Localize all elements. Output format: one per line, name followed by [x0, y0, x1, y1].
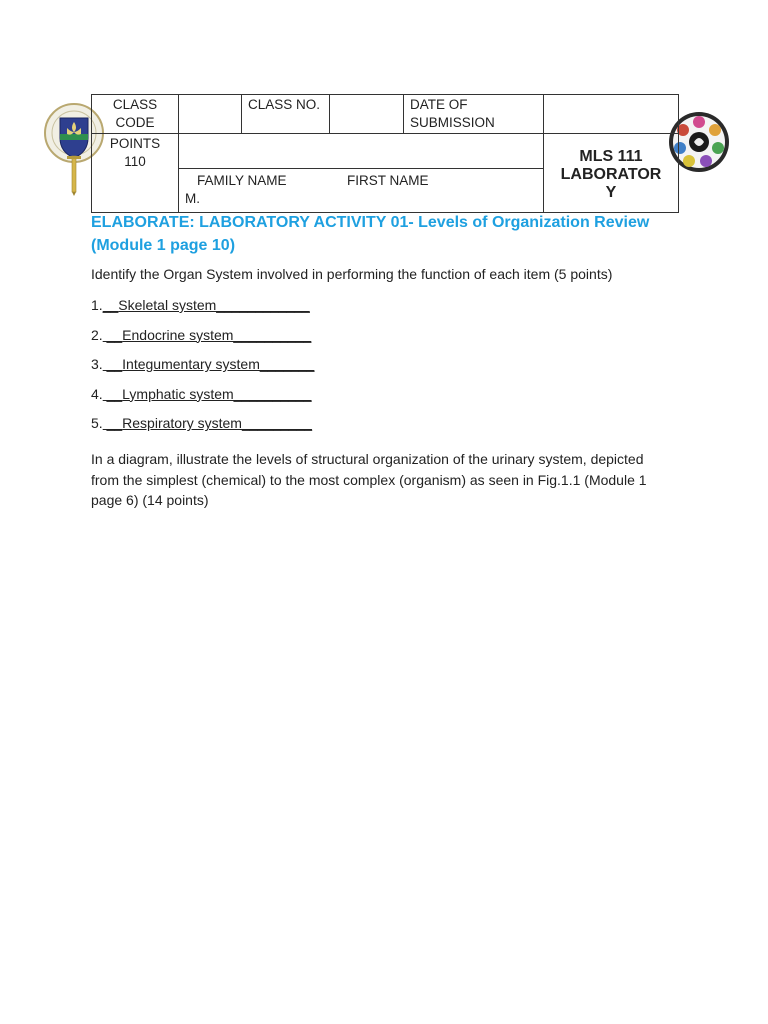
first-name-label: FIRST NAME	[347, 173, 429, 188]
class-no-label: CLASS NO.	[242, 95, 330, 134]
answer-text[interactable]: Integumentary system_______	[122, 356, 315, 373]
points-cell	[92, 134, 179, 213]
course-name-line-end: Y	[605, 183, 617, 201]
item-number: 3.	[91, 356, 103, 373]
answer-text[interactable]: Respiratory system_________	[122, 415, 313, 432]
answer-prefix: __	[102, 385, 123, 402]
points-value: 110	[124, 154, 146, 169]
class-code-value[interactable]	[179, 95, 242, 134]
item-number: 5.	[91, 415, 103, 432]
answer-list	[91, 296, 314, 444]
answer-prefix: __	[102, 415, 123, 432]
answer-text[interactable]: Skeletal system____________	[118, 297, 310, 313]
class-code-label: CLASS CODE	[92, 95, 179, 134]
instruction-text: Identify the Organ System involved in performing the function of each item (5 points)	[91, 266, 613, 282]
item-number: 4.	[91, 385, 103, 402]
list-item	[91, 296, 314, 326]
name-labels-cell	[179, 169, 544, 213]
course-code: MLS 111	[579, 147, 643, 165]
item-number: 2.	[91, 326, 103, 343]
diagram-instruction: In a diagram, illustrate the levels of structural organization of the urinary system, depicted from the simplest (chemical) to the most complex (organism) as seen in Fig.1.1 (Module 1 page 6) (14 points)	[91, 451, 647, 508]
list-item	[91, 326, 314, 356]
date-of-submission-value[interactable]	[544, 95, 679, 134]
course-title-cell	[544, 134, 679, 213]
header-table	[91, 94, 679, 213]
family-name-label: FAMILY NAME	[197, 173, 287, 188]
answer-text[interactable]: Endocrine system__________	[122, 326, 312, 343]
course-name-line: LABORATOR	[560, 165, 662, 183]
class-no-value[interactable]	[330, 95, 404, 134]
answer-prefix: __	[102, 326, 123, 343]
list-item	[91, 355, 314, 385]
item-number: 1.	[91, 297, 103, 313]
date-of-submission-label: DATE OF SUBMISSION	[404, 95, 544, 134]
list-item	[91, 385, 314, 415]
activity-title: ELABORATE: LABORATORY ACTIVITY 01- Levels of Organization Review (Module 1 page 10)	[91, 214, 650, 254]
middle-initial-label: M.	[185, 191, 200, 206]
points-label: POINTS	[109, 136, 161, 151]
answer-prefix: __	[102, 356, 123, 373]
answer-prefix: __	[102, 297, 119, 313]
answer-text[interactable]: Lymphatic system__________	[122, 385, 312, 402]
list-item	[91, 414, 314, 444]
student-name-field[interactable]	[179, 134, 544, 169]
